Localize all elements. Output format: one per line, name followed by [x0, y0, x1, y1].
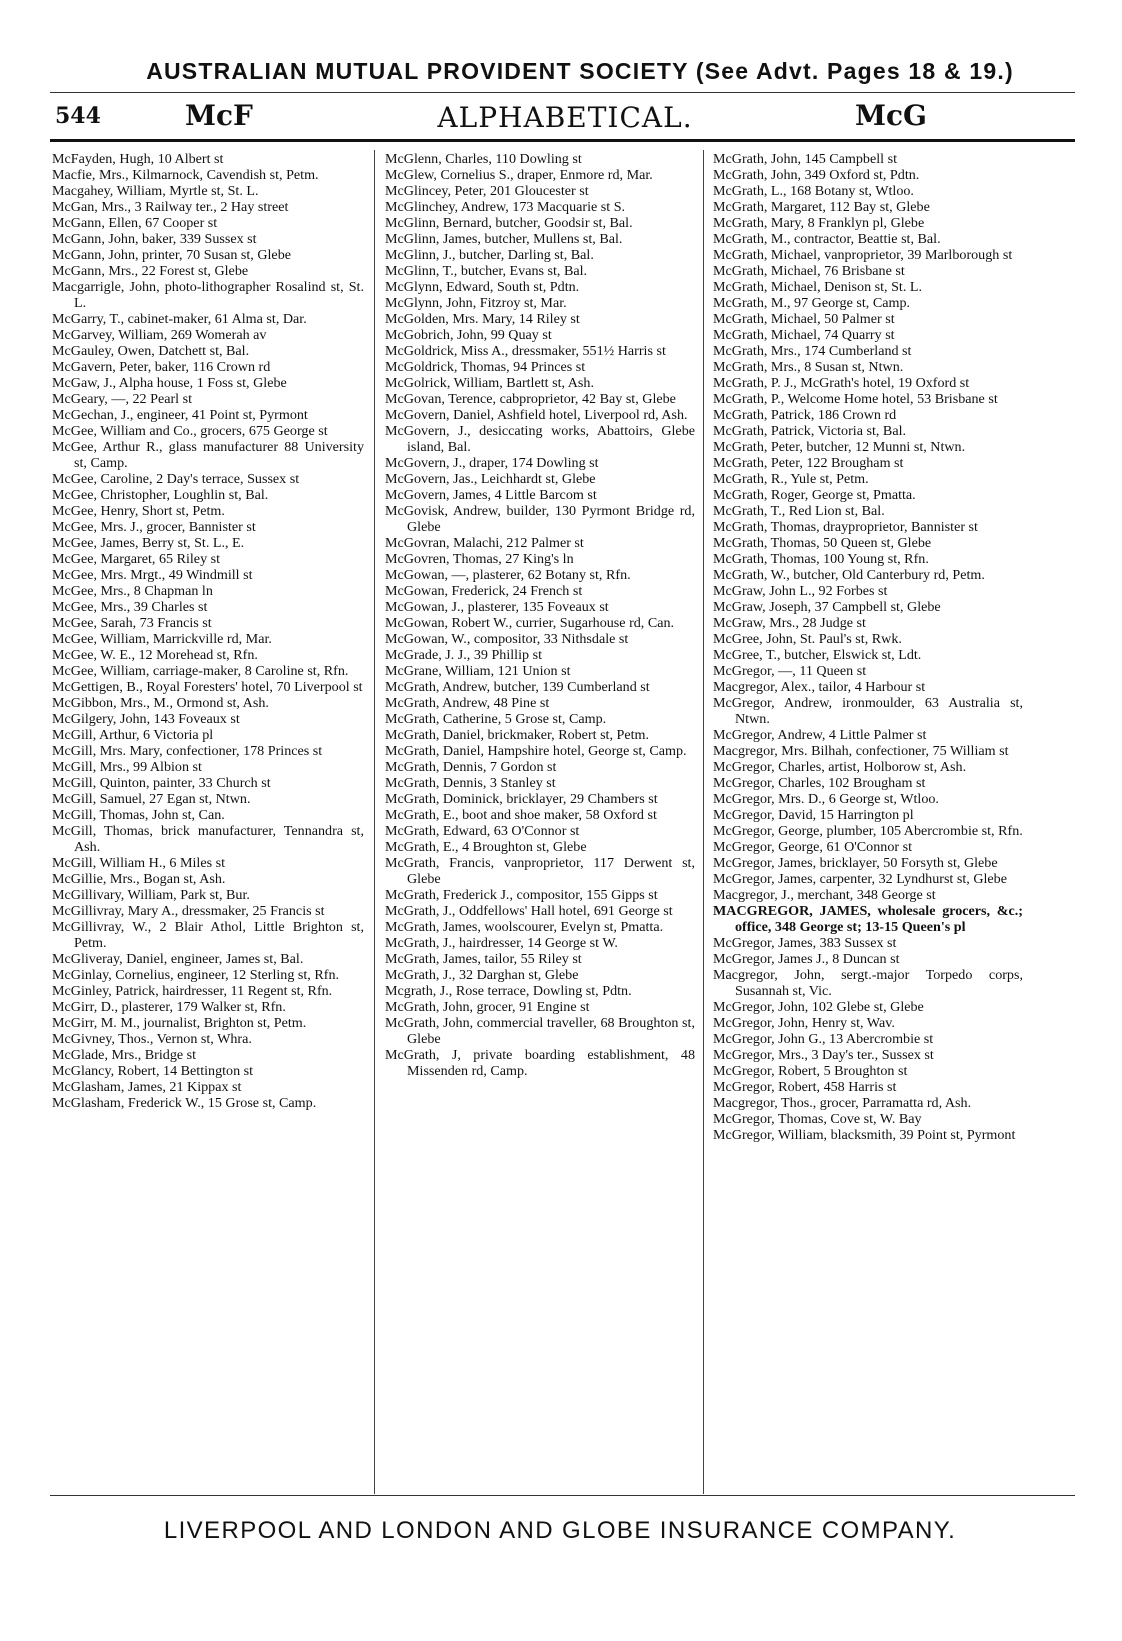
directory-entry: McGovern, J., desiccating works, Abattoirs, Glebe island, Bal.: [385, 423, 695, 455]
directory-entry: McGregor, Thomas, Cove st, W. Bay: [713, 1111, 922, 1127]
directory-entry: McGeary, —, 22 Pearl st: [52, 391, 192, 407]
directory-entry: McGill, William H., 6 Miles st: [52, 855, 225, 871]
directory-entry: McGovern, Jas., Leichhardt st, Glebe: [385, 471, 596, 487]
directory-entry: McGrath, John, 145 Campbell st: [713, 151, 897, 167]
directory-entry: McGee, Caroline, 2 Day's terrace, Sussex st: [52, 471, 300, 487]
directory-entry: Macgarrigle, John, photo-lithographer Rosalind st, St. L.: [52, 279, 364, 311]
directory-entry: McGrath, J, private boarding establishment, 48 Missenden rd, Camp.: [385, 1047, 695, 1079]
directory-entry: McGregor, James J., 8 Duncan st: [713, 951, 900, 967]
directory-entry: McGee, Mrs., 8 Chapman ln: [52, 583, 213, 599]
directory-entry: McGee, Mrs. J., grocer, Bannister st: [52, 519, 256, 535]
directory-entry: McFayden, Hugh, 10 Albert st: [52, 151, 224, 167]
directory-entry: McGrath, Roger, George st, Pmatta.: [713, 487, 916, 503]
directory-entry: Macfie, Mrs., Kilmarnock, Cavendish st, Petm.: [52, 167, 319, 183]
directory-entry: McGregor, Mrs. D., 6 George st, Wtloo.: [713, 791, 939, 807]
directory-entry: McGregor, John, 102 Glebe st, Glebe: [713, 999, 924, 1015]
directory-entry: McGovan, Terence, cabproprietor, 42 Bay st, Glebe: [385, 391, 676, 407]
directory-entry: McGrath, Mrs., 8 Susan st, Ntwn.: [713, 359, 904, 375]
advertisement-footer: LIVERPOOL AND LONDON AND GLOBE INSURANCE COMPANY.: [163, 1517, 957, 1544]
directory-entry: McGrath, J., hairdresser, 14 George st W.: [385, 935, 618, 951]
directory-entry: McGillivray, Mary A., dressmaker, 25 Francis st: [52, 903, 325, 919]
directory-entry: McGee, Henry, Short st, Petm.: [52, 503, 225, 519]
directory-entry: McGlinn, Bernard, butcher, Goodsir st, Bal.: [385, 215, 633, 231]
directory-entry: McGlade, Mrs., Bridge st: [52, 1047, 197, 1063]
directory-entry: McGraw, Mrs., 28 Judge st: [713, 615, 866, 631]
directory-entry: Macgregor, John, sergt.-major Torpedo corps, Susannah st, Vic.: [713, 967, 1023, 999]
directory-entry: McGoldrick, Thomas, 94 Princes st: [385, 359, 586, 375]
directory-entry: McGrath, P. J., McGrath's hotel, 19 Oxford st: [713, 375, 970, 391]
header-right-guide: McG: [855, 99, 927, 132]
directory-entry: McGill, Mrs. Mary, confectioner, 178 Princes st: [52, 743, 323, 759]
directory-entry: McGowan, Robert W., currier, Sugarhouse rd, Can.: [385, 615, 675, 631]
directory-entry: McGregor, John G., 13 Abercrombie st: [713, 1031, 934, 1047]
directory-entry: McGan, Mrs., 3 Railway ter., 2 Hay street: [52, 199, 289, 215]
directory-entry: McGregor, Charles, artist, Holborow st, Ash.: [713, 759, 967, 775]
page-number: 544: [55, 103, 101, 129]
directory-entry: Macgregor, Thos., grocer, Parramatta rd, Ash.: [713, 1095, 972, 1111]
directory-entry: McGrath, Mary, 8 Franklyn pl, Glebe: [713, 215, 925, 231]
directory-entry: McGregor, Robert, 458 Harris st: [713, 1079, 897, 1095]
directory-entry: McGregor, Mrs., 3 Day's ter., Sussex st: [713, 1047, 934, 1063]
directory-entry: McGregor, Andrew, 4 Little Palmer st: [713, 727, 927, 743]
directory-entry: McGilgery, John, 143 Foveaux st: [52, 711, 240, 727]
directory-entry: McGrath, Michael, 50 Palmer st: [713, 311, 895, 327]
directory-entry: McGregor, James, 383 Sussex st: [713, 935, 897, 951]
directory-entry: Macgregor, Alex., tailor, 4 Harbour st: [713, 679, 926, 695]
directory-entry: McGrath, Dennis, 3 Stanley st: [385, 775, 556, 791]
directory-entry: McGill, Thomas, John st, Can.: [52, 807, 225, 823]
directory-entry: McGrath, Mrs., 174 Cumberland st: [713, 343, 912, 359]
directory-entry: McGovern, James, 4 Little Barcom st: [385, 487, 597, 503]
directory-entry: McGill, Thomas, brick manufacturer, Tennandra st, Ash.: [52, 823, 364, 855]
directory-entry: McGregor, David, 15 Harrington pl: [713, 807, 914, 823]
directory-entry: McGolrick, William, Bartlett st, Ash.: [385, 375, 594, 391]
directory-entry: McGann, Mrs., 22 Forest st, Glebe: [52, 263, 249, 279]
directory-entry: McGraw, Joseph, 37 Campbell st, Glebe: [713, 599, 941, 615]
directory-entry: McGarry, T., cabinet-maker, 61 Alma st, Dar.: [52, 311, 307, 327]
directory-entry: McGrath, James, tailor, 55 Riley st: [385, 951, 582, 967]
directory-entry: McGowan, J., plasterer, 135 Foveaux st: [385, 599, 609, 615]
directory-entry: McGrath, Thomas, 50 Queen st, Glebe: [713, 535, 932, 551]
directory-entry: McGrath, Michael, 74 Quarry st: [713, 327, 895, 343]
directory-entry: McGee, William, carriage-maker, 8 Caroline st, Rfn.: [52, 663, 349, 679]
header-left-guide: McF: [185, 99, 253, 132]
directory-entry: McGlasham, Frederick W., 15 Grose st, Camp.: [52, 1095, 317, 1111]
directory-entry: McGovren, Thomas, 27 King's ln: [385, 551, 574, 567]
directory-entry: McGowan, W., compositor, 33 Nithsdale st: [385, 631, 629, 647]
directory-column-3: [713, 151, 1023, 1491]
top-rule: [50, 92, 1075, 93]
directory-entry: McGrath, Patrick, Victoria st, Bal.: [713, 423, 907, 439]
directory-entry: McGettigen, B., Royal Foresters' hotel, 70 Liverpool st: [52, 679, 363, 695]
directory-entry: McGrath, Margaret, 112 Bay st, Glebe: [713, 199, 930, 215]
directory-entry: McGavern, Peter, baker, 116 Crown rd: [52, 359, 271, 375]
directory-entry: McGrath, Dennis, 7 Gordon st: [385, 759, 557, 775]
column-divider: [374, 150, 375, 1494]
directory-entry: McGrath, Edward, 63 O'Connor st: [385, 823, 580, 839]
directory-entry: McGee, Margaret, 65 Riley st: [52, 551, 221, 567]
directory-entry: Mcgrath, J., Rose terrace, Dowling st, Pdtn.: [385, 983, 632, 999]
directory-entry: McGrath, E., boot and shoe maker, 58 Oxford st: [385, 807, 657, 823]
directory-entry: McGowan, —, plasterer, 62 Botany st, Rfn.: [385, 567, 631, 583]
directory-entry: MACGREGOR, JAMES, wholesale grocers, &c.; office, 348 George st; 13-15 Queen's pl: [713, 903, 1023, 935]
directory-entry: McGrade, J. J., 39 Phillip st: [385, 647, 542, 663]
directory-entry: Macgregor, Mrs. Bilhah, confectioner, 75 William st: [713, 743, 1009, 759]
directory-entry: McGirr, M. M., journalist, Brighton st, Petm.: [52, 1015, 307, 1031]
directory-entry: McGrath, John, grocer, 91 Engine st: [385, 999, 590, 1015]
directory-entry: McGrath, P., Welcome Home hotel, 53 Brisbane st: [713, 391, 998, 407]
directory-entry: McGlancy, Robert, 14 Bettington st: [52, 1063, 254, 1079]
directory-entry: McGrath, John, commercial traveller, 68 Broughton st, Glebe: [385, 1015, 695, 1047]
directory-entry: McGee, James, Berry st, St. L., E.: [52, 535, 245, 551]
header-rule: [50, 139, 1075, 142]
directory-entry: McGill, Quinton, painter, 33 Church st: [52, 775, 271, 791]
directory-entry: McGrath, Peter, butcher, 12 Munni st, Ntwn.: [713, 439, 966, 455]
directory-entry: McGraw, John L., 92 Forbes st: [713, 583, 888, 599]
directory-entry: McGregor, Andrew, ironmoulder, 63 Australia st, Ntwn.: [713, 695, 1023, 727]
directory-entry: McGlynn, Edward, South st, Pdtn.: [385, 279, 580, 295]
directory-entry: McGobrich, John, 99 Quay st: [385, 327, 552, 343]
directory-column-2: [385, 151, 695, 1491]
directory-entry: McGill, Arthur, 6 Victoria pl: [52, 727, 214, 743]
directory-entry: McGovran, Malachi, 212 Palmer st: [385, 535, 584, 551]
directory-entry: McGrath, J., 32 Darghan st, Glebe: [385, 967, 579, 983]
directory-entry: McGrath, Daniel, Hampshire hotel, George st, Camp.: [385, 743, 687, 759]
directory-entry: McGill, Samuel, 27 Egan st, Ntwn.: [52, 791, 251, 807]
directory-entry: Macgregor, J., merchant, 348 George st: [713, 887, 936, 903]
directory-entry: McGoldrick, Miss A., dressmaker, 551½ Harris st: [385, 343, 666, 359]
directory-entry: McGillivray, W., 2 Blair Athol, Little Brighton st, Petm.: [52, 919, 364, 951]
directory-entry: McGlincey, Peter, 201 Gloucester st: [385, 183, 589, 199]
directory-entry: McGivney, Thos., Vernon st, Whra.: [52, 1031, 252, 1047]
directory-entry: McGee, Arthur R., glass manufacturer 88 University st, Camp.: [52, 439, 364, 471]
directory-entry: McGlinn, James, butcher, Mullens st, Bal.: [385, 231, 623, 247]
directory-entry: McGregor, George, plumber, 105 Abercrombie st, Rfn.: [713, 823, 1023, 839]
directory-entry: McGregor, Charles, 102 Brougham st: [713, 775, 926, 791]
directory-entry: McGlenn, Charles, 110 Dowling st: [385, 151, 582, 167]
directory-entry: McGregor, William, blacksmith, 39 Point st, Pyrmont: [713, 1127, 1016, 1143]
directory-entry: McGregor, —, 11 Queen st: [713, 663, 867, 679]
directory-entry: McGirr, D., plasterer, 179 Walker st, Rfn.: [52, 999, 286, 1015]
directory-column-1: [52, 151, 364, 1491]
directory-entry: McGregor, Robert, 5 Broughton st: [713, 1063, 908, 1079]
directory-entry: McGrath, Daniel, brickmaker, Robert st, Petm.: [385, 727, 650, 743]
directory-entry: McGlinn, T., butcher, Evans st, Bal.: [385, 263, 588, 279]
directory-entry: McGrath, J., Oddfellows' Hall hotel, 691 George st: [385, 903, 673, 919]
directory-entry: McGaw, J., Alpha house, 1 Foss st, Glebe: [52, 375, 287, 391]
directory-entry: McGovern, Daniel, Ashfield hotel, Liverpool rd, Ash.: [385, 407, 688, 423]
directory-entry: McGrane, William, 121 Union st: [385, 663, 571, 679]
directory-entry: McGregor, James, bricklayer, 50 Forsyth st, Glebe: [713, 855, 998, 871]
column-divider: [703, 150, 704, 1494]
directory-entry: McGrath, Andrew, butcher, 139 Cumberland st: [385, 679, 650, 695]
directory-entry: McGann, John, baker, 339 Sussex st: [52, 231, 257, 247]
directory-entry: McGrath, L., 168 Botany st, Wtloo.: [713, 183, 914, 199]
directory-entry: McGee, William and Co., grocers, 675 George st: [52, 423, 328, 439]
directory-entry: McGechan, J., engineer, 41 Point st, Pyrmont: [52, 407, 308, 423]
directory-entry: McGinley, Patrick, hairdresser, 11 Regent st, Rfn.: [52, 983, 333, 999]
directory-entry: McGrath, Thomas, 100 Young st, Rfn.: [713, 551, 929, 567]
directory-entry: McGinlay, Cornelius, engineer, 12 Sterling st, Rfn.: [52, 967, 340, 983]
directory-entry: McGee, Mrs. Mrgt., 49 Windmill st: [52, 567, 253, 583]
directory-entry: McGee, Christopher, Loughlin st, Bal.: [52, 487, 269, 503]
directory-entry: McGrath, Francis, vanproprietor, 117 Derwent st, Glebe: [385, 855, 695, 887]
directory-entry: McGrath, Thomas, drayproprietor, Bannister st: [713, 519, 978, 535]
advertisement-banner: AUSTRALIAN MUTUAL PROVIDENT SOCIETY (See Advt. Pages 18 & 19.): [146, 58, 1014, 84]
directory-entry: McGillie, Mrs., Bogan st, Ash.: [52, 871, 226, 887]
directory-entry: McGarvey, William, 269 Womerah av: [52, 327, 267, 343]
directory-entry: McGill, Mrs., 99 Albion st: [52, 759, 202, 775]
directory-entry: McGlew, Cornelius S., draper, Enmore rd, Mar.: [385, 167, 653, 183]
directory-entry: McGliveray, Daniel, engineer, James st, Bal.: [52, 951, 304, 967]
directory-entry: McGrath, Patrick, 186 Crown rd: [713, 407, 897, 423]
directory-entry: McGrath, M., contractor, Beattie st, Bal.: [713, 231, 941, 247]
directory-entry: McGibbon, Mrs., M., Ormond st, Ash.: [52, 695, 269, 711]
directory-entry: McGrath, M., 97 George st, Camp.: [713, 295, 911, 311]
directory-entry: McGauley, Owen, Datchett st, Bal.: [52, 343, 250, 359]
header-title: ALPHABETICAL.: [437, 101, 693, 134]
directory-entry: McGrath, Dominick, bricklayer, 29 Chambers st: [385, 791, 658, 807]
directory-entry: McGree, T., butcher, Elswick st, Ldt.: [713, 647, 922, 663]
directory-entry: McGrath, John, 349 Oxford st, Pdtn.: [713, 167, 920, 183]
directory-entry: McGrath, Michael, 76 Brisbane st: [713, 263, 905, 279]
directory-entry: McGree, John, St. Paul's st, Rwk.: [713, 631, 902, 647]
directory-entry: McGrath, W., butcher, Old Canterbury rd, Petm.: [713, 567, 985, 583]
directory-entry: McGrath, Michael, Denison st, St. L.: [713, 279, 923, 295]
directory-entry: McGee, W. E., 12 Morehead st, Rfn.: [52, 647, 258, 663]
directory-entry: McGrath, Frederick J., compositor, 155 Gipps st: [385, 887, 658, 903]
directory-entry: McGlinchey, Andrew, 173 Macquarie st S.: [385, 199, 626, 215]
directory-entry: McGrath, Andrew, 48 Pine st: [385, 695, 550, 711]
directory-entry: McGann, John, printer, 70 Susan st, Glebe: [52, 247, 291, 263]
directory-entry: McGrath, Peter, 122 Brougham st: [713, 455, 904, 471]
directory-entry: McGee, Sarah, 73 Francis st: [52, 615, 212, 631]
directory-entry: McGregor, James, carpenter, 32 Lyndhurst st, Glebe: [713, 871, 1007, 887]
directory-entry: McGillivary, William, Park st, Bur.: [52, 887, 250, 903]
directory-entry: McGlynn, John, Fitzroy st, Mar.: [385, 295, 567, 311]
directory-entry: McGee, Mrs., 39 Charles st: [52, 599, 208, 615]
directory-entry: McGovisk, Andrew, builder, 130 Pyrmont Bridge rd, Glebe: [385, 503, 695, 535]
directory-entry: McGolden, Mrs. Mary, 14 Riley st: [385, 311, 580, 327]
footer-rule: [50, 1495, 1075, 1496]
directory-entry: McGregor, John, Henry st, Wav.: [713, 1015, 895, 1031]
directory-entry: McGrath, T., Red Lion st, Bal.: [713, 503, 885, 519]
directory-entry: McGowan, Frederick, 24 French st: [385, 583, 583, 599]
directory-entry: McGrath, James, woolscourer, Evelyn st, Pmatta.: [385, 919, 664, 935]
directory-entry: McGregor, George, 61 O'Connor st: [713, 839, 912, 855]
directory-entry: McGrath, Michael, vanproprietor, 39 Marlborough st: [713, 247, 1013, 263]
directory-entry: McGee, William, Marrickville rd, Mar.: [52, 631, 272, 647]
directory-entry: McGlinn, J., butcher, Darling st, Bal.: [385, 247, 594, 263]
directory-entry: McGovern, J., draper, 174 Dowling st: [385, 455, 599, 471]
directory-entry: McGann, Ellen, 67 Cooper st: [52, 215, 218, 231]
directory-entry: Macgahey, William, Myrtle st, St. L.: [52, 183, 259, 199]
page-header: [55, 97, 1075, 137]
directory-entry: McGrath, E., 4 Broughton st, Glebe: [385, 839, 587, 855]
directory-entry: McGlasham, James, 21 Kippax st: [52, 1079, 242, 1095]
directory-entry: McGrath, Catherine, 5 Grose st, Camp.: [385, 711, 607, 727]
directory-entry: McGrath, R., Yule st, Petm.: [713, 471, 869, 487]
